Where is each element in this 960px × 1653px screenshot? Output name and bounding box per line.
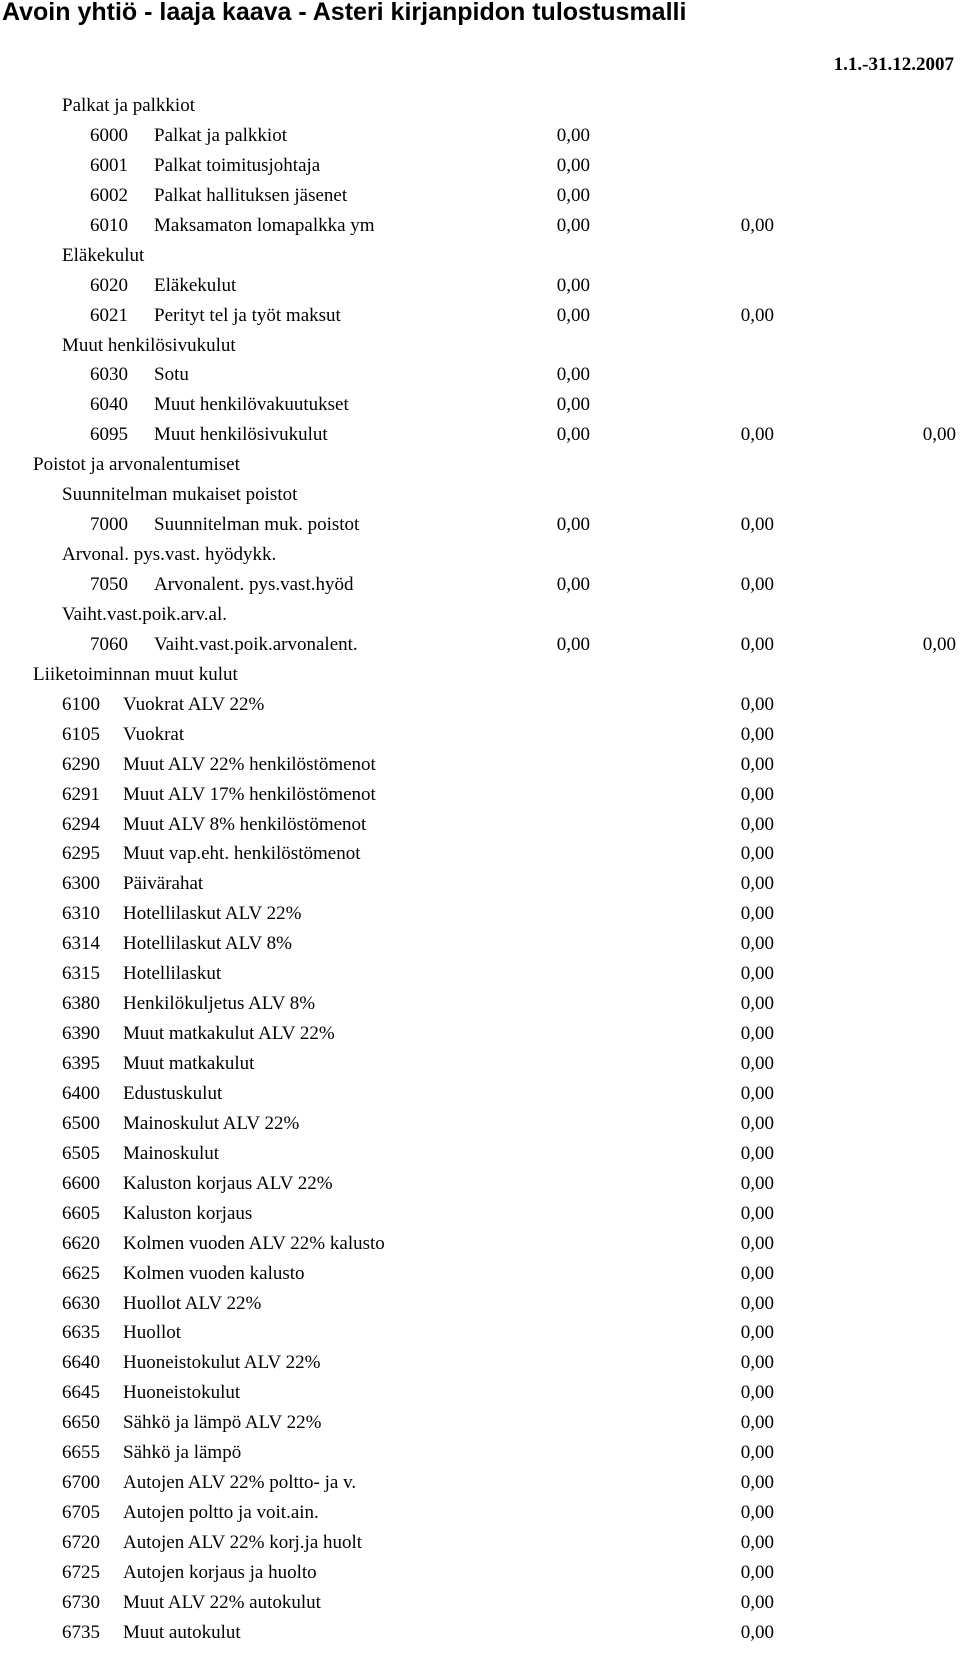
account-name: Vaiht.vast.poik.arvonalent.	[154, 633, 358, 655]
account-code: 6700	[62, 1472, 100, 1494]
amount-subtotal: 0,00	[740, 1322, 774, 1344]
amount-account: 0,00	[556, 394, 590, 416]
amount-subtotal: 0,00	[740, 1082, 774, 1104]
group-heading-row	[0, 664, 960, 694]
account-code: 6040	[90, 394, 128, 416]
amount-subtotal: 0,00	[740, 1621, 774, 1643]
account-name: Edustuskulut	[123, 1082, 223, 1104]
account-name: Huollot ALV 22%	[123, 1292, 262, 1314]
account-row	[0, 1532, 960, 1562]
account-name: Muut matkakulut ALV 22%	[123, 1023, 335, 1045]
account-row	[0, 1442, 960, 1472]
amount-subtotal: 0,00	[740, 993, 774, 1015]
amount-subtotal: 0,00	[740, 1023, 774, 1045]
account-name: Muut ALV 22% autokulut	[123, 1591, 321, 1613]
amount-subtotal: 0,00	[740, 693, 774, 715]
account-code: 6020	[90, 274, 128, 296]
account-name: Huoneistokulut	[123, 1382, 241, 1404]
group-heading: Suunnitelman mukaiset poistot	[62, 484, 298, 506]
account-row	[0, 1053, 960, 1083]
group-heading: Palkat ja palkkiot	[62, 95, 195, 116]
amount-subtotal: 0,00	[740, 1202, 774, 1224]
account-name: Autojen ALV 22% poltto- ja v.	[123, 1472, 357, 1494]
account-code: 7000	[90, 514, 128, 536]
account-code: 6314	[62, 933, 100, 955]
group-heading: Muut henkilösivukulut	[62, 334, 236, 356]
account-code: 6640	[62, 1352, 100, 1374]
account-code: 6635	[62, 1322, 100, 1344]
account-name: Sähkö ja lämpö ALV 22%	[123, 1412, 322, 1434]
group-heading-row	[0, 95, 960, 125]
account-row	[0, 1173, 960, 1203]
amount-subtotal: 0,00	[740, 574, 774, 595]
account-row	[0, 215, 960, 245]
amount-subtotal: 0,00	[740, 873, 774, 895]
account-name: Muut ALV 22% henkilöstömenot	[123, 753, 376, 775]
amount-subtotal: 0,00	[740, 1591, 774, 1613]
account-code: 6725	[62, 1561, 100, 1583]
amount-subtotal: 0,00	[740, 813, 774, 835]
account-code: 6395	[62, 1053, 100, 1074]
group-heading-row	[0, 454, 960, 484]
account-row	[0, 784, 960, 814]
account-row	[0, 873, 960, 903]
account-code: 6730	[62, 1591, 100, 1613]
account-code: 6705	[62, 1502, 100, 1524]
account-row	[0, 1203, 960, 1233]
account-code: 6002	[90, 184, 128, 206]
account-code: 6000	[90, 124, 128, 146]
account-name: Kolmen vuoden ALV 22% kalusto	[123, 1232, 385, 1254]
amount-subtotal: 0,00	[740, 963, 774, 985]
account-name: Muut matkakulut	[123, 1053, 255, 1074]
amount-subtotal: 0,00	[740, 1532, 774, 1553]
account-name: Hotellilaskut	[123, 963, 222, 985]
amount-account: 0,00	[556, 633, 590, 655]
amount-subtotal: 0,00	[740, 1472, 774, 1494]
amount-account: 0,00	[556, 214, 590, 236]
account-name: Mainoskulut ALV 22%	[123, 1112, 300, 1134]
amount-subtotal: 0,00	[740, 783, 774, 805]
account-code: 6300	[62, 873, 100, 895]
account-row	[0, 1622, 960, 1652]
amount-account: 0,00	[556, 184, 590, 206]
account-row	[0, 1472, 960, 1502]
amount-subtotal: 0,00	[740, 1382, 774, 1404]
account-name: Autojen ALV 22% korj.ja huolt	[123, 1532, 363, 1553]
account-row	[0, 1083, 960, 1113]
account-name: Vuokrat ALV 22%	[123, 693, 265, 715]
account-code: 6021	[90, 304, 128, 326]
account-name: Palkat ja palkkiot	[154, 124, 287, 146]
amount-subtotal: 0,00	[740, 214, 774, 236]
report-title: Avoin yhtiö - laaja kaava - Asteri kirjanpidon tulostusmalli	[2, 0, 687, 26]
account-row	[0, 185, 960, 215]
account-code: 6291	[62, 783, 100, 805]
account-row	[0, 1502, 960, 1532]
account-code: 6400	[62, 1082, 100, 1104]
report-body	[0, 95, 960, 1652]
account-name: Mainoskulut	[123, 1142, 220, 1164]
account-code: 6505	[62, 1142, 100, 1164]
account-row	[0, 364, 960, 394]
amount-account: 0,00	[556, 274, 590, 296]
account-name: Muut vap.eht. henkilöstömenot	[123, 843, 361, 865]
account-name: Kaluston korjaus ALV 22%	[123, 1172, 333, 1194]
account-row	[0, 1023, 960, 1053]
report-period: 1.1.-31.12.2007	[833, 54, 954, 75]
account-row	[0, 754, 960, 784]
group-heading-row	[0, 484, 960, 514]
account-name: Muut autokulut	[123, 1621, 241, 1643]
account-row	[0, 963, 960, 993]
amount-subtotal: 0,00	[740, 304, 774, 326]
account-row	[0, 1143, 960, 1173]
account-row	[0, 1263, 960, 1293]
amount-account: 0,00	[556, 574, 590, 595]
amount-total: 0,00	[922, 633, 956, 655]
account-row	[0, 424, 960, 454]
account-code: 6605	[62, 1202, 100, 1224]
amount-total: 0,00	[922, 424, 956, 446]
group-heading-row	[0, 245, 960, 275]
account-row	[0, 1412, 960, 1442]
account-code: 6105	[62, 723, 100, 745]
account-row	[0, 1352, 960, 1382]
amount-account: 0,00	[556, 124, 590, 146]
account-name: Muut ALV 17% henkilöstömenot	[123, 783, 376, 805]
account-code: 6315	[62, 963, 100, 985]
account-code: 6030	[90, 364, 128, 386]
group-heading: Poistot ja arvonalentumiset	[33, 454, 240, 476]
account-name: Kolmen vuoden kalusto	[123, 1262, 305, 1284]
account-name: Muut henkilövakuutukset	[154, 394, 349, 416]
amount-account: 0,00	[556, 514, 590, 536]
account-name: Päivärahat	[123, 873, 204, 895]
account-code: 6600	[62, 1172, 100, 1194]
account-row	[0, 1293, 960, 1323]
account-code: 6630	[62, 1292, 100, 1314]
account-row	[0, 125, 960, 155]
amount-subtotal: 0,00	[740, 1442, 774, 1464]
amount-subtotal: 0,00	[740, 903, 774, 925]
account-name: Muut henkilösivukulut	[154, 424, 328, 446]
account-row	[0, 514, 960, 544]
account-row	[0, 1233, 960, 1263]
account-code: 6001	[90, 154, 128, 176]
account-row	[0, 1113, 960, 1143]
amount-subtotal: 0,00	[740, 753, 774, 775]
account-code: 6290	[62, 753, 100, 775]
account-code: 6500	[62, 1112, 100, 1134]
account-row	[0, 634, 960, 664]
amount-subtotal: 0,00	[740, 723, 774, 745]
amount-subtotal: 0,00	[740, 1172, 774, 1194]
account-name: Sähkö ja lämpö	[123, 1442, 242, 1464]
account-name: Sotu	[154, 364, 189, 386]
account-name: Palkat toimitusjohtaja	[154, 154, 321, 176]
account-row	[0, 1322, 960, 1352]
amount-account: 0,00	[556, 154, 590, 176]
account-row	[0, 993, 960, 1023]
account-code: 6380	[62, 993, 100, 1015]
group-heading-row	[0, 604, 960, 634]
account-name: Autojen korjaus ja huolto	[123, 1561, 317, 1583]
account-name: Muut ALV 8% henkilöstömenot	[123, 813, 367, 835]
account-code: 6295	[62, 843, 100, 865]
account-name: Vuokrat	[123, 723, 185, 745]
account-name: Henkilökuljetus ALV 8%	[123, 993, 316, 1015]
amount-subtotal: 0,00	[740, 1352, 774, 1374]
account-name: Palkat hallituksen jäsenet	[154, 184, 348, 206]
account-row	[0, 933, 960, 963]
account-code: 7060	[90, 633, 128, 655]
amount-subtotal: 0,00	[740, 843, 774, 865]
account-row	[0, 1562, 960, 1592]
account-code: 6650	[62, 1412, 100, 1434]
account-row	[0, 574, 960, 604]
account-row	[0, 814, 960, 844]
account-code: 6095	[90, 424, 128, 446]
account-row	[0, 275, 960, 305]
group-heading-row	[0, 544, 960, 574]
account-name: Huollot	[123, 1322, 182, 1344]
amount-subtotal: 0,00	[740, 1112, 774, 1134]
amount-subtotal: 0,00	[740, 1561, 774, 1583]
amount-subtotal: 0,00	[740, 1262, 774, 1284]
account-name: Eläkekulut	[154, 274, 237, 296]
account-code: 6625	[62, 1262, 100, 1284]
amount-subtotal: 0,00	[740, 424, 774, 446]
account-row	[0, 1382, 960, 1412]
account-name: Perityt tel ja työt maksut	[154, 304, 341, 326]
amount-subtotal: 0,00	[740, 1292, 774, 1314]
account-name: Suunnitelman muk. poistot	[154, 514, 360, 536]
amount-account: 0,00	[556, 364, 590, 386]
account-name: Huoneistokulut ALV 22%	[123, 1352, 321, 1374]
account-name: Hotellilaskut ALV 22%	[123, 903, 302, 925]
account-code: 6645	[62, 1382, 100, 1404]
account-name: Hotellilaskut ALV 8%	[123, 933, 292, 955]
group-heading: Arvonal. pys.vast. hyödykk.	[62, 544, 277, 566]
amount-account: 0,00	[556, 424, 590, 446]
account-code: 6720	[62, 1532, 100, 1553]
account-name: Autojen poltto ja voit.ain.	[123, 1502, 319, 1524]
amount-subtotal: 0,00	[740, 1502, 774, 1524]
amount-subtotal: 0,00	[740, 1053, 774, 1074]
account-row	[0, 903, 960, 933]
account-row	[0, 1592, 960, 1622]
account-row	[0, 305, 960, 335]
account-row	[0, 843, 960, 873]
group-heading: Eläkekulut	[62, 244, 145, 266]
group-heading-row	[0, 335, 960, 365]
account-row	[0, 394, 960, 424]
account-name: Arvonalent. pys.vast.hyöd	[154, 574, 354, 595]
amount-subtotal: 0,00	[740, 1142, 774, 1164]
account-code: 6310	[62, 903, 100, 925]
amount-subtotal: 0,00	[740, 1232, 774, 1254]
account-code: 6390	[62, 1023, 100, 1045]
account-code: 6294	[62, 813, 100, 835]
group-heading: Vaiht.vast.poik.arv.al.	[62, 603, 227, 625]
amount-subtotal: 0,00	[740, 933, 774, 955]
amount-subtotal: 0,00	[740, 514, 774, 536]
account-code: 6735	[62, 1621, 100, 1643]
account-code: 7050	[90, 574, 128, 595]
amount-subtotal: 0,00	[740, 1412, 774, 1434]
account-row	[0, 155, 960, 185]
account-name: Kaluston korjaus	[123, 1202, 253, 1224]
account-code: 6100	[62, 693, 100, 715]
group-heading: Liiketoiminnan muut kulut	[33, 663, 238, 685]
amount-subtotal: 0,00	[740, 633, 774, 655]
amount-account: 0,00	[556, 304, 590, 326]
account-code: 6655	[62, 1442, 100, 1464]
account-code: 6010	[90, 214, 128, 236]
account-name: Maksamaton lomapalkka ym	[154, 214, 375, 236]
account-code: 6620	[62, 1232, 100, 1254]
account-row	[0, 694, 960, 724]
account-row	[0, 724, 960, 754]
